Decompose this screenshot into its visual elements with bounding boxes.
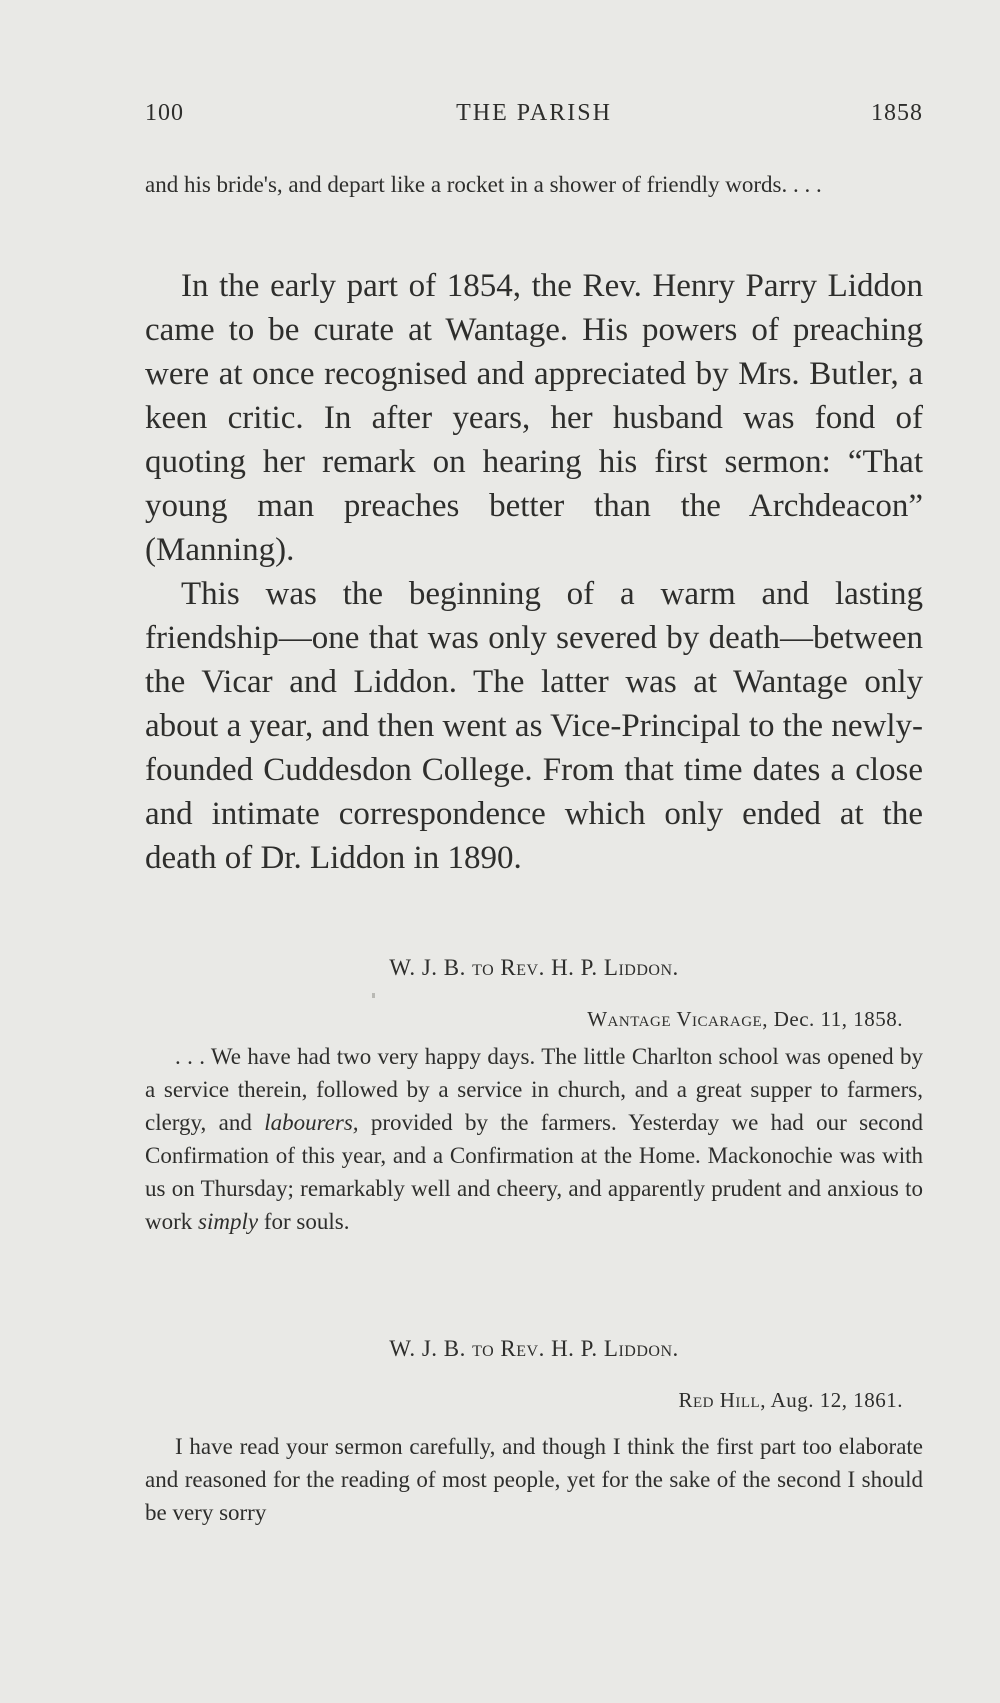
- running-header: [145, 100, 923, 140]
- letter-2-dateline: [145, 1388, 903, 1413]
- paper-speck: [372, 993, 375, 998]
- narrative-section: [145, 264, 923, 880]
- letter-1-dateline: [145, 1007, 903, 1032]
- letter-1-body-part-3: for souls.: [258, 1209, 350, 1234]
- letter-1-place: Wantage Vicarage,: [587, 1007, 768, 1031]
- running-title: THE PARISH: [456, 100, 612, 126]
- letter-2-heading: W. J. B. to Rev. H. P. Liddon.: [389, 1336, 679, 1361]
- intro-text: and his bride's, and depart like a rocket in a shower of friendly words. . . .: [145, 172, 822, 197]
- letter-1-heading: W. J. B. to Rev. H. P. Liddon.: [389, 955, 679, 980]
- letter-2-place: Red Hill,: [678, 1388, 766, 1412]
- narrative-paragraph-2: This was the beginning of a warm and lasting friendship—one that was only severed by death—between the Vicar and Liddon. The latter was at Wantage only about a year, and then went as Vice-Principal to the newly-founded Cuddesdon College. From that time dates a close and intimate correspondence which only ended at the death of Dr. Liddon in 1890.: [145, 576, 923, 876]
- letter-1-body-part-1: . . . We have had two very happy days. The little Charlton school was opened by a service therein, followed by a service in church, and a great supper to farmers, clergy, and: [145, 1044, 923, 1135]
- letter-1-body: [145, 1040, 923, 1238]
- letter-1-emphasis-2: simply: [198, 1209, 259, 1234]
- letter-2-text: I have read your sermon carefully, and though I think the first part too elaborate and reasoned for the reading of most people, yet for the sake of the second I should be very sorry: [145, 1434, 923, 1525]
- page-number: 100: [145, 100, 184, 126]
- letter-1-date: Dec. 11, 1858.: [773, 1007, 903, 1031]
- letter-1-body-part-2: provided by the farmers. Yesterday we had our second Confirmation of this year, and a Confirmation at the Home. Mackonochie was with us on Thursday; remarkably well and cheery, and apparently prudent and anxious to work: [145, 1110, 924, 1234]
- narrative-paragraph-1: In the early part of 1854, the Rev. Henry Parry Liddon came to be curate at Wantage. His powers of preaching were at once recognised and appreciated by Mrs. Butler, a keen critic. In after years, her husband was fond of quoting her remark on hearing his first sermon: “That young man preaches better than the Archdeacon” (Manning).: [145, 268, 923, 568]
- letter-1-emphasis-1: labourers,: [264, 1110, 359, 1135]
- letter-2-body: [145, 1430, 923, 1529]
- letter-2-date: Aug. 12, 1861.: [770, 1388, 903, 1412]
- header-year: 1858: [871, 100, 923, 126]
